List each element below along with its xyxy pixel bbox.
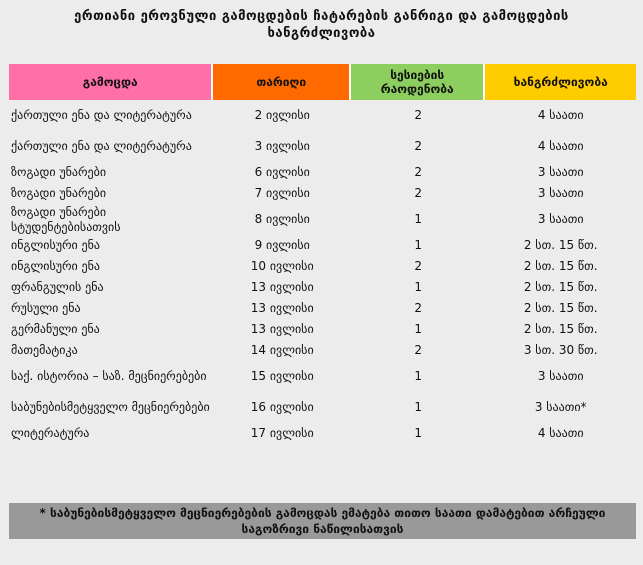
exam-cell: ზოგადი უნარები [11,165,107,179]
sessions-cell: 1 [414,212,423,226]
exam-cell: ქართული ენა და ლიტერატურა [11,108,192,122]
date-cell: 6 ივლისი [254,165,310,179]
exam-cell: ზოგადი უნარები სტუდენტებისათვის [11,204,121,234]
duration-cell: 2 სთ. 15 წთ. [523,280,598,294]
sessions-cell: 2 [414,259,423,273]
table-row [9,183,636,204]
column-header-sessions: სესიების რაოდენობა [351,64,485,100]
date-cell: 7 ივლისი [254,186,310,200]
exam-cell: ინგლისური ენა [11,238,101,252]
duration-cell: 3 საათი [537,369,584,383]
sessions-cell: 1 [414,426,423,440]
column-header-duration: ხანგრძლივობა [485,64,636,100]
sessions-cell: 1 [414,322,423,336]
exam-cell: მათემატიკა [11,343,78,357]
sessions-cell: 1 [414,369,423,383]
sessions-cell: 2 [414,139,423,153]
date-cell: 9 ივლისი [254,238,310,252]
table-row [9,256,636,277]
sessions-cell: 2 [414,165,423,179]
exam-cell: რუსული ენა [11,301,81,315]
sessions-cell: 1 [414,238,423,252]
table-row [9,162,636,183]
date-cell: 13 ივლისი [250,280,314,294]
duration-cell: 2 სთ. 15 წთ. [523,238,598,252]
table-row [9,298,636,319]
date-cell: 13 ივლისი [250,322,314,336]
table-row [9,131,636,162]
duration-cell: 4 საათი [537,139,584,153]
exam-schedule-table [9,64,636,444]
exam-cell: საქ. ისტორია – საზ. მეცნიერებები [11,369,207,383]
duration-cell: 4 საათი [537,108,584,122]
table-row [9,423,636,444]
sessions-cell: 2 [414,343,423,357]
date-cell: 14 ივლისი [250,343,314,357]
footnote: * საბუნებისმეტყველო მეცნიერებების გამოცდას ემატება თითო საათი დამატებით არჩეული საგოზრივი ნაწილისათვის [9,503,636,539]
sessions-cell: 1 [414,400,423,414]
table-row [9,319,636,340]
table-row [9,340,636,361]
date-cell: 13 ივლისი [250,301,314,315]
duration-cell: 2 სთ. 15 წთ. [523,259,598,273]
exam-cell: ფრანგულის ენა [11,280,104,294]
sessions-cell: 2 [414,108,423,122]
date-cell: 16 ივლისი [250,400,314,414]
sessions-cell: 1 [414,280,423,294]
sessions-cell: 2 [414,301,423,315]
exam-cell: საბუნებისმეტყველო მეცნიერებები [11,400,210,414]
sessions-cell: 2 [414,186,423,200]
duration-cell: 3 საათი [537,186,584,200]
duration-cell: 3 საათი [537,212,584,226]
date-cell: 15 ივლისი [250,369,314,383]
date-cell: 8 ივლისი [254,212,310,226]
exam-cell: ლიტერატურა [11,426,90,440]
table-row [9,361,636,392]
date-cell: 3 ივლისი [254,139,310,153]
table-row [9,392,636,423]
table-row [9,100,636,131]
date-cell: 2 ივლისი [254,108,310,122]
date-cell: 10 ივლისი [250,259,314,273]
duration-cell: 2 სთ. 15 წთ. [523,301,598,315]
table-row [9,277,636,298]
table-row [9,235,636,256]
exam-cell: ქართული ენა და ლიტერატურა [11,139,192,153]
duration-cell: 3 საათი [537,165,584,179]
duration-cell: 2 სთ. 15 წთ. [523,322,598,336]
duration-cell: 3 სთ. 30 წთ. [523,343,598,357]
exam-cell: გერმანული ენა [11,322,100,336]
duration-cell: 3 საათი* [534,400,587,414]
table-header-row [9,64,636,100]
column-header-date: თარიღი [213,64,351,100]
duration-cell: 4 საათი [537,426,584,440]
date-cell: 17 ივლისი [250,426,314,440]
table-row [9,204,636,235]
exam-cell: ზოგადი უნარები [11,186,107,200]
exam-cell: ინგლისური ენა [11,259,101,273]
column-header-exam: გამოცდა [9,64,213,100]
page-title: ერთიანი ეროვნული გამოცდების ჩატარების განრიგი და გამოცდების ხანგრძლივობა [74,9,569,41]
